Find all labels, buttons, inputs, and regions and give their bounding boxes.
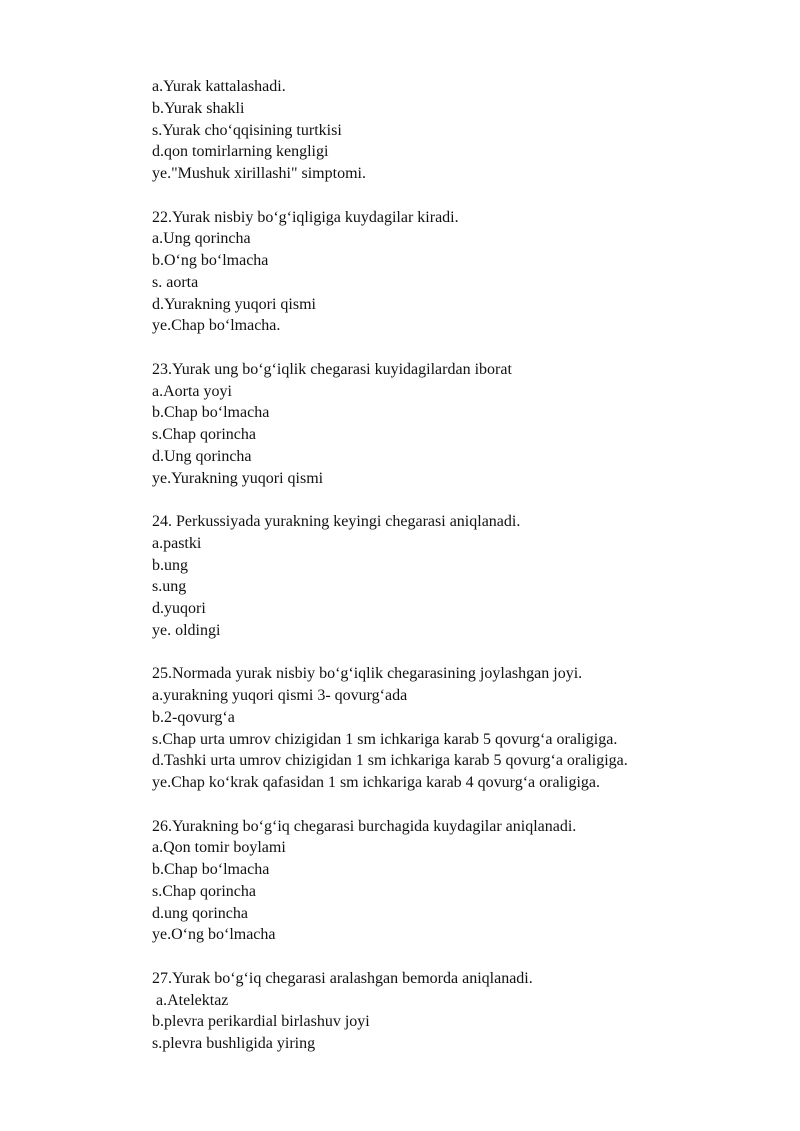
question-block-24 — [152, 511, 800, 642]
answer-option-d: d.yuqori — [152, 600, 206, 617]
answer-option-s: s. aorta — [152, 273, 199, 291]
answer-option-b: b.ung — [152, 556, 188, 574]
answer-option-b: b.Chap bo‘lmacha — [152, 404, 270, 422]
answer-option-d: d.ung qorincha — [152, 904, 248, 922]
answer-option-a: a.pastki — [152, 534, 202, 552]
answer-option-a: a.Atelektaz — [152, 991, 229, 1009]
question-block-25 — [152, 663, 800, 794]
answer-option-ye: ye.Chap bo‘lmacha. — [152, 317, 281, 335]
answer-option-a: a.Qon tomir boylami — [152, 839, 286, 857]
question-block-26 — [152, 816, 800, 947]
spacer — [152, 794, 800, 816]
answer-option-s: s.Chap urta umrov chizigidan 1 sm ichkariga karab 5 qovurg‘a oraligiga. — [152, 730, 618, 748]
answer-option-a: a.yurakning yuqori qismi 3- qovurg‘ada — [152, 687, 408, 704]
answer-option-b: b.Yurak shakli — [152, 99, 245, 117]
question-text: 23.Yurak ung bo‘g‘iqlik chegarasi kuyidagilardan iborat — [152, 360, 512, 378]
answer-option-a: a.Aorta yoyi — [152, 382, 232, 400]
answer-option-b: b.Chap bo‘lmacha — [152, 861, 270, 878]
answer-option-s: s.ung — [152, 578, 187, 596]
answer-option-b: b.2-qovurg‘a — [152, 708, 235, 726]
question-text: 22.Yurak nisbiy bo‘g‘iqligiga kuydagilar kiradi. — [152, 208, 459, 226]
spacer — [152, 642, 800, 664]
spacer — [152, 489, 800, 511]
answer-option-a: a.Yurak kattalashadi. — [152, 78, 286, 95]
answer-option-s: s.Yurak cho‘qqisining turtkisi — [152, 121, 342, 139]
question-block-23 — [152, 359, 800, 490]
question-block-27 — [152, 968, 800, 1055]
spacer — [152, 337, 800, 359]
question-text: 24. Perkussiyada yurakning keyingi chegarasi aniqlanadi. — [152, 513, 521, 530]
answer-option-d: d.Tashki urta umrov chizigidan 1 sm ichkariga karab 5 qovurg‘a oraligiga. — [152, 752, 628, 770]
question-text: 25.Normada yurak nisbiy bo‘g‘iqlik chegarasining joylashgan joyi. — [152, 665, 583, 683]
answer-option-ye: ye.O‘ng bo‘lmacha — [152, 926, 276, 944]
question-text: 26.Yurakning bo‘g‘iq chegarasi burchagida kuydagilar aniqlanadi. — [152, 817, 577, 835]
answer-option-d: d.qon tomirlarning kengligi — [152, 143, 329, 161]
answer-option-b: b.O‘ng bo‘lmacha — [152, 252, 269, 269]
answer-option-s: s.Chap qorincha — [152, 882, 256, 900]
answer-option-ye: ye.Yurakning yuqori qismi — [152, 469, 324, 487]
answer-option-d: d.Ung qorincha — [152, 447, 252, 465]
answer-option-ye: ye. oldingi — [152, 621, 221, 639]
answer-option-s: s.Chap qorincha — [152, 426, 256, 443]
answer-option-b: b.plevra perikardial birlashuv joyi — [152, 1013, 370, 1031]
question-text: 27.Yurak bo‘g‘iq chegarasi aralashgan bemorda aniqlanadi. — [152, 969, 533, 987]
answer-option-ye: ye.Chap ko‘krak qafasidan 1 sm ichkariga karab 4 qovurg‘a oraligiga. — [152, 774, 600, 791]
answer-option-s: s.plevra bushligida yiring — [152, 1035, 316, 1052]
answer-option-ye: ye."Mushuk xirillashi" simptomi. — [152, 165, 366, 182]
answer-option-a: a.Ung qorincha — [152, 230, 251, 248]
question-block-21 — [152, 76, 800, 185]
question-block-22 — [152, 207, 800, 338]
spacer — [152, 946, 800, 968]
answer-option-d: d.Yurakning yuqori qismi — [152, 295, 316, 313]
spacer — [152, 185, 800, 207]
